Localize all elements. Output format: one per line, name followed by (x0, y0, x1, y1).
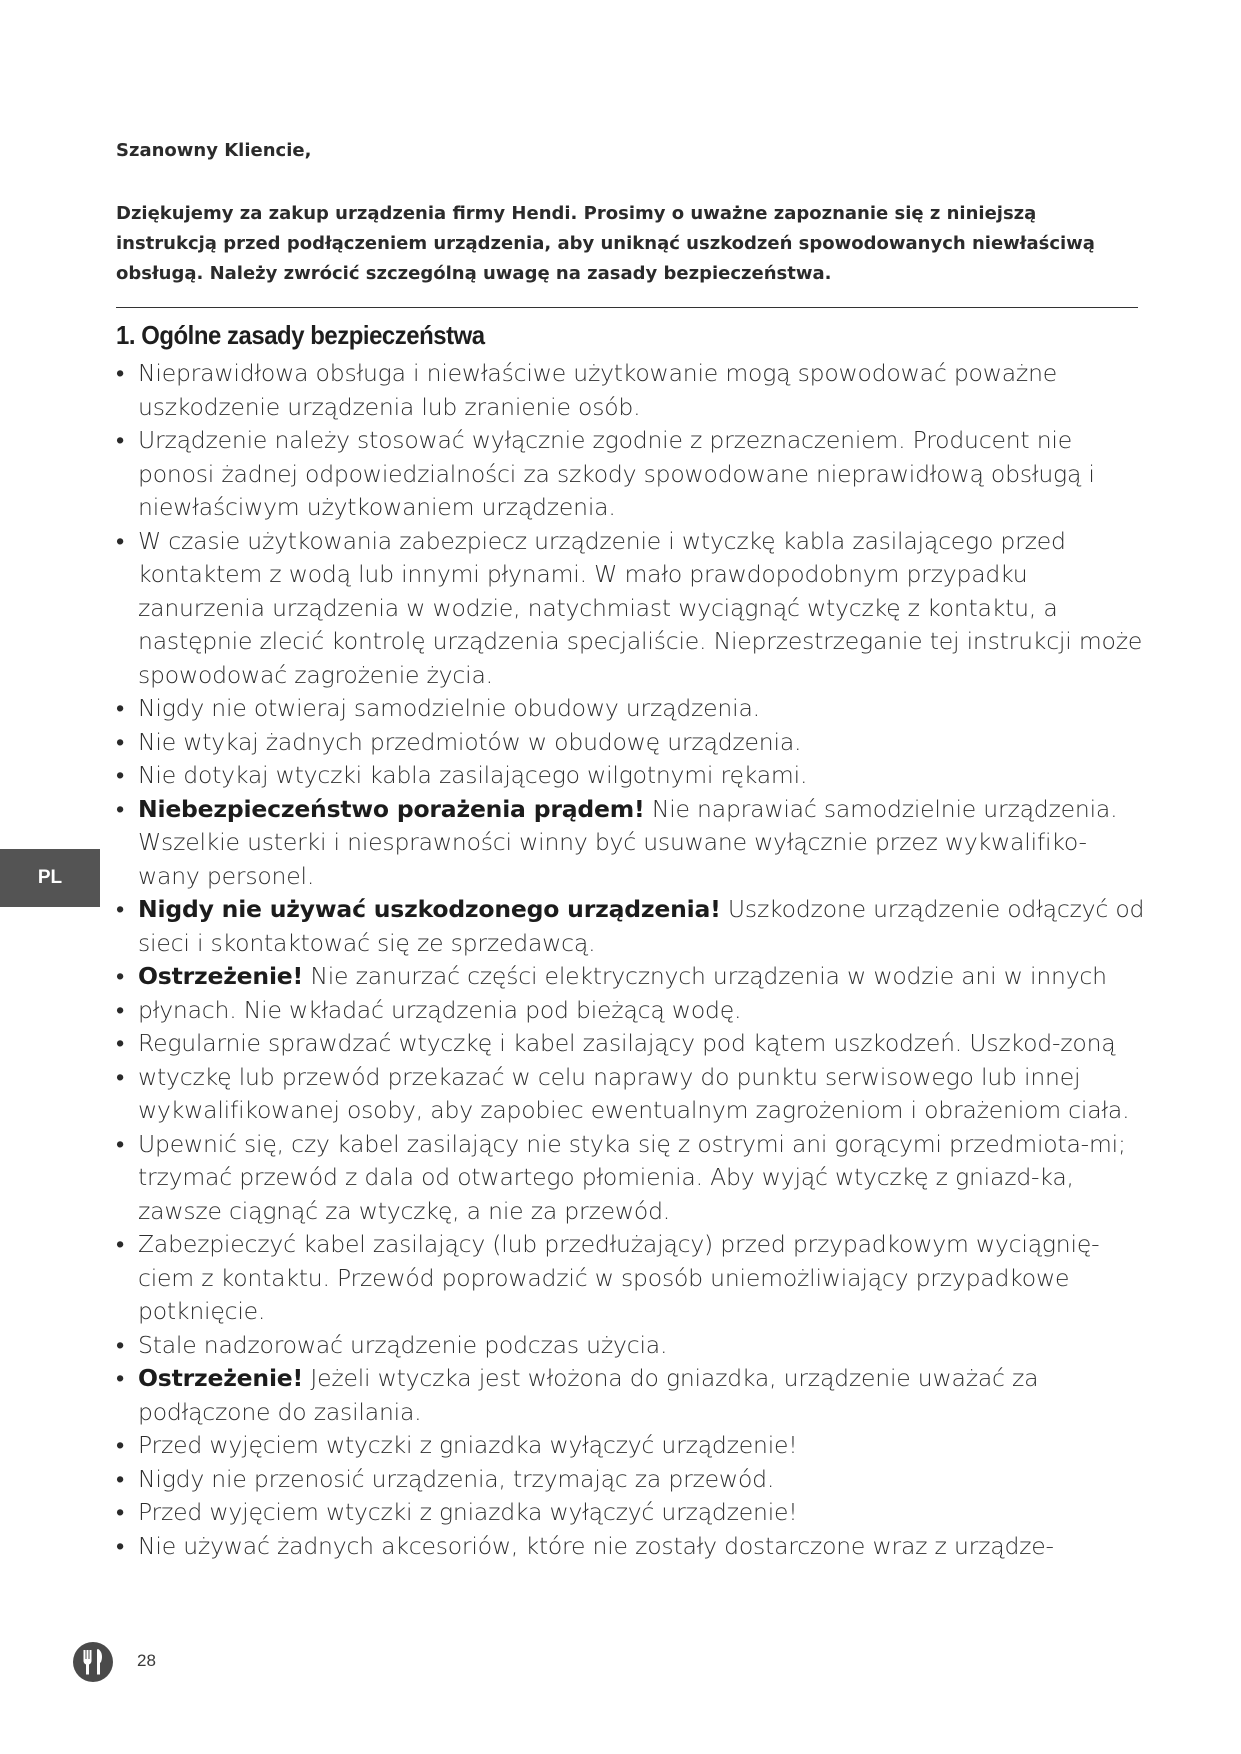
list-item-text: Nigdy nie przenosić urządzenia, trzymając za przewód. (138, 1464, 775, 1493)
list-item-text: Jeżeli wtyczka jest włożona do gniazdka, urządzenie uważać za podłączone do zasilania. (138, 1364, 1039, 1426)
list-item (116, 1463, 1146, 1497)
list-item (116, 1362, 1146, 1429)
list-item (116, 1530, 1146, 1564)
list-item (116, 424, 1146, 525)
list-item (116, 1496, 1146, 1530)
list-item-text: W czasie użytkowania zabezpiecz urządzenie i wtyczkę kabla zasilającego przed kontaktem z wodą lub innymi płynami. W mało prawdopodobnym przypadku zanurzenia urządzenia w wodzie, natychmiast wyciągnąć wtyczkę z kontaktu, a następnie zlecić kontrolę urządzenia specjaliście. Nieprzestrzeganie tej instrukcji może spowodować zagrożenie życia. (138, 526, 1143, 689)
list-item (116, 960, 1146, 994)
list-item (116, 759, 1146, 793)
list-item-text: wtyczkę lub przewód przekazać w celu naprawy do punktu serwisowego lub innej wykwalifikowanej osoby, aby zapobiec ewentualnym zagrożeniom i obrażeniom ciała. (138, 1062, 1130, 1124)
list-item (116, 1429, 1146, 1463)
list-item-text: Nie dotykaj wtyczki kabla zasilającego wilgotnymi rękami. (138, 761, 808, 789)
list-item-text: Przed wyjęciem wtyczki z gniazdka wyłączyć urządzenie! (138, 1498, 798, 1526)
section-title: 1. Ogólne zasady bezpieczeństwa (116, 320, 485, 350)
list-item (116, 793, 1146, 894)
list-item-text: Stale nadzorować urządzenie podczas użycia. (138, 1330, 668, 1359)
greeting: Szanowny Kliencie, (116, 140, 312, 161)
list-item (116, 1061, 1146, 1128)
list-item (116, 692, 1146, 726)
list-item-text: Nie używać żadnych akcesoriów, które nie zostały dostarczone wraz z urządze- (138, 1531, 1054, 1560)
list-item (116, 726, 1146, 760)
list-item (116, 893, 1146, 960)
list-item-text: Nie zanurzać części elektrycznych urządzenia w wodzie ani w innych (303, 962, 1107, 990)
list-item (116, 1128, 1146, 1229)
list-item (116, 1027, 1146, 1061)
list-item-text: Nieprawidłowa obsługa i niewłaściwe użytkowanie mogą spowodować poważne uszkodzenie urządzenia lub zranienie osób. (138, 359, 1058, 421)
list-item (116, 994, 1146, 1028)
list-item-text: płynach. Nie wkładać urządzenia pod bieżącą wodę. (138, 995, 742, 1024)
cutlery-logo-icon (72, 1641, 114, 1683)
list-item-emphasis: Ostrzeżenie! (138, 962, 304, 990)
language-tab: PL (0, 849, 100, 907)
list-item-text: Przed wyjęciem wtyczki z gniazdka wyłączyć urządzenie! (138, 1431, 798, 1459)
list-item-emphasis: Niebezpieczeństwo porażenia prądem! (138, 794, 645, 823)
section-divider (116, 307, 1138, 308)
list-item-emphasis: Ostrzeżenie! (138, 1364, 304, 1392)
page-number: 28 (137, 1651, 156, 1670)
list-item-text: Urządzenie należy stosować wyłącznie zgodnie z przeznaczeniem. Producent nie ponosi żadnej odpowiedzialności za szkody spowodowane nieprawidłową obsługą i niewłaściwym użytkowaniem urządzenia. (138, 426, 1095, 521)
list-item-emphasis: Nigdy nie używać uszkodzonego urządzenia! (138, 895, 721, 923)
list-item (116, 1228, 1146, 1329)
intro-paragraph: Dziękujemy za zakup urządzenia firmy Hendi. Prosimy o uważne zapoznanie się z niniejszą instrukcją przed podłączeniem urządzenia, aby uniknąć uszkodzeń spowodowanych niewłaściwą obsługą. Należy zwrócić szczególną uwagę na zasady bezpieczeństwa. (116, 203, 1095, 284)
list-item-text: Nie wtykaj żadnych przedmiotów w obudowę urządzenia. (138, 727, 802, 756)
safety-list (116, 357, 1146, 1563)
list-item-text: Nie naprawiać samodzielnie urządzenia. Wszelkie usterki i niesprawności winny być usuwane wyłącznie przez wykwalifiko-wany personel. (138, 794, 1118, 890)
list-item-text: Nigdy nie otwieraj samodzielnie obudowy urządzenia. (138, 694, 760, 722)
list-item-text: Upewnić się, czy kabel zasilający nie styka się z ostrymi ani gorącymi przedmiota-mi; trzymać przewód z dala od otwartego płomienia. Aby wyjąć wtyczkę z gniazd-ka, zawsze ciągnąć za wtyczkę, a nie za przewód. (138, 1129, 1126, 1225)
list-item-text: Zabezpieczyć kabel zasilający (lub przedłużający) przed przypadkowym wyciągnię-ciem z kontaktu. Przewód poprowadzić w sposób uniemożliwiający przypadkowe potknięcie. (138, 1230, 1100, 1325)
list-item-text: Uszkodzone urządzenie odłączyć od sieci i skontaktować się ze sprzedawcą. (138, 895, 1145, 957)
list-item (116, 525, 1146, 693)
list-item (116, 1329, 1146, 1363)
list-item (116, 357, 1146, 424)
list-item-text: Regularnie sprawdzać wtyczkę i kabel zasilający pod kątem uszkodzeń. Uszkod-zoną (138, 1029, 1116, 1057)
